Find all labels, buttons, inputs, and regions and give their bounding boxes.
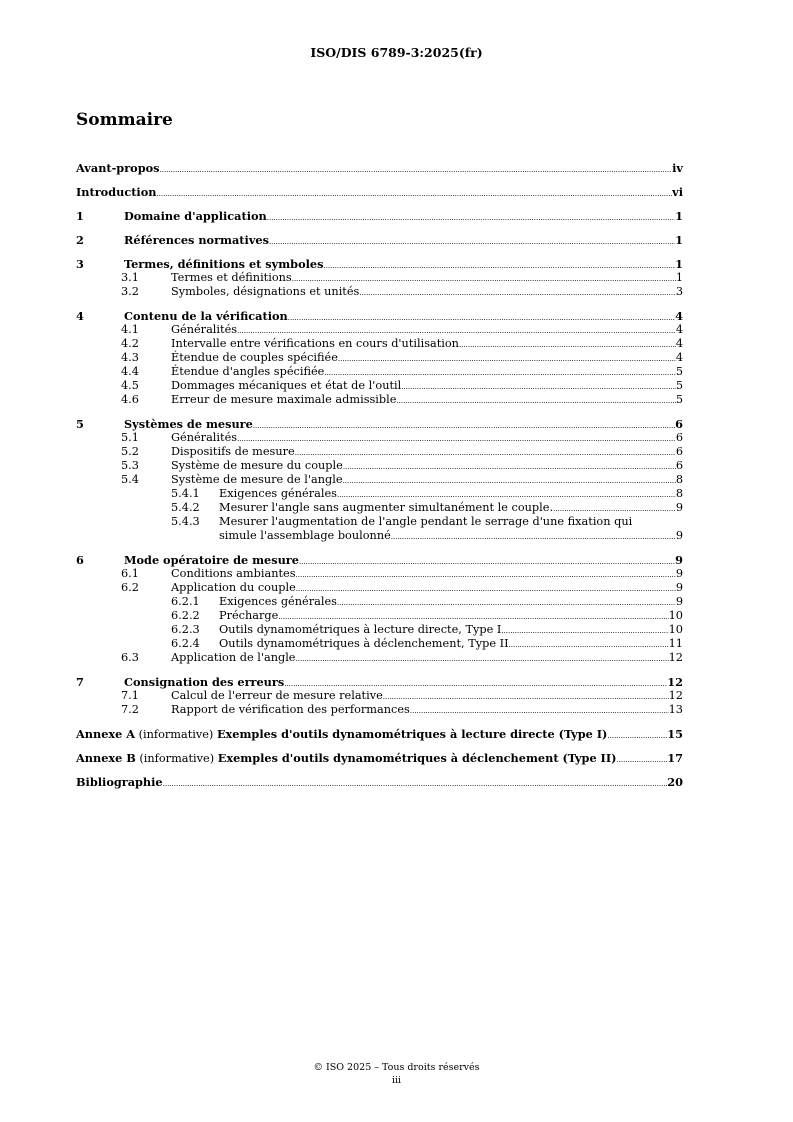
toc-entry[interactable] bbox=[76, 271, 683, 285]
toc-entry-page: 20 bbox=[667, 775, 683, 789]
annex-informative-tag: (informative) bbox=[135, 728, 217, 741]
toc-entry[interactable] bbox=[76, 473, 683, 487]
toc-entry-page: 11 bbox=[668, 637, 683, 650]
toc-entry-page: 4 bbox=[675, 351, 683, 364]
toc-entry-page: 1 bbox=[675, 257, 683, 271]
toc-entry-page: 9 bbox=[675, 595, 683, 608]
toc-entry-title: Exigences générales bbox=[219, 487, 337, 500]
toc-entry-page: 5 bbox=[675, 379, 683, 392]
toc-entry-page: 4 bbox=[675, 323, 683, 336]
copyright-notice: © ISO 2025 – Tous droits réservés bbox=[313, 1062, 480, 1073]
toc-entry-title: Précharge bbox=[219, 609, 279, 622]
toc-entry-title: Mode opératoire de mesure bbox=[124, 553, 299, 567]
toc-entry-number: 5.4.3 bbox=[171, 515, 200, 528]
toc-entry[interactable] bbox=[76, 365, 683, 379]
toc-entry-title: Exigences générales bbox=[219, 595, 337, 608]
toc-entry[interactable] bbox=[76, 379, 683, 393]
dot-leader bbox=[156, 185, 672, 201]
toc-entry-page: 6 bbox=[675, 459, 683, 472]
toc-entry[interactable] bbox=[76, 233, 683, 247]
toc-entry-page: 8 bbox=[675, 487, 683, 500]
dot-leader bbox=[607, 727, 667, 743]
toc-entry-page: 10 bbox=[668, 623, 683, 636]
toc-entry[interactable] bbox=[76, 501, 683, 515]
toc-entry-page: 12 bbox=[668, 689, 683, 702]
toc-entry-title bbox=[76, 751, 616, 766]
toc-entry-number: 2 bbox=[76, 233, 84, 247]
toc-entry-title: Généralités bbox=[171, 431, 238, 444]
toc-entry[interactable] bbox=[76, 703, 683, 717]
toc-entry-number: 4.6 bbox=[121, 393, 139, 406]
toc-entry-number: 6 bbox=[76, 553, 84, 567]
toc-entry-number: 5 bbox=[76, 417, 84, 431]
toc-entry-page: 15 bbox=[667, 727, 683, 741]
toc-entry[interactable] bbox=[76, 393, 683, 407]
toc-entry[interactable] bbox=[76, 651, 683, 665]
toc-entry-number: 3.1 bbox=[121, 271, 139, 284]
toc-entry-title: Systèmes de mesure bbox=[124, 417, 253, 431]
toc-entry-page: 9 bbox=[675, 581, 683, 594]
toc-entry-number: 6.2.2 bbox=[171, 609, 200, 622]
dot-leader bbox=[237, 323, 676, 338]
toc-entry-number: 7.2 bbox=[121, 703, 139, 716]
dot-leader bbox=[237, 431, 676, 446]
toc-entry-number: 3 bbox=[76, 257, 84, 271]
toc-entry[interactable] bbox=[76, 285, 683, 299]
toc-entry-number: 6.2.1 bbox=[171, 595, 200, 608]
toc-entry-page: 5 bbox=[675, 365, 683, 378]
toc-entry-number: 4.5 bbox=[121, 379, 139, 392]
toc-entry[interactable] bbox=[76, 689, 683, 703]
toc-entry[interactable] bbox=[76, 431, 683, 445]
annex-title: Exemples d'outils dynamométriques à déclenchement (Type II) bbox=[217, 751, 617, 765]
toc-entry-number: 7 bbox=[76, 675, 84, 689]
dot-leader bbox=[501, 623, 668, 638]
dot-leader bbox=[292, 271, 676, 286]
toc-entry-page: 17 bbox=[667, 751, 683, 765]
toc-entry[interactable] bbox=[76, 637, 683, 651]
toc-entry-title-continued: simule l'assemblage boulonné bbox=[219, 529, 391, 542]
toc-entry-page: 4 bbox=[675, 337, 683, 350]
toc-entry-page: 9 bbox=[675, 529, 683, 542]
toc-entry-title: Introduction bbox=[76, 185, 157, 199]
toc-entry-number: 4.4 bbox=[121, 365, 139, 378]
toc-entry-page: 6 bbox=[675, 445, 683, 458]
toc-entry-page: 1 bbox=[675, 271, 683, 284]
toc-entry-title: Conditions ambiantes bbox=[171, 567, 296, 580]
dot-leader bbox=[269, 233, 675, 249]
dot-leader bbox=[383, 689, 669, 704]
toc-entry[interactable] bbox=[76, 595, 683, 609]
toc-entry-title: Généralités bbox=[171, 323, 238, 336]
toc-entry-title: Termes, définitions et symboles bbox=[124, 257, 324, 271]
toc-entry[interactable] bbox=[76, 351, 683, 365]
dot-leader bbox=[459, 337, 676, 352]
toc-entry-title: Erreur de mesure maximale admissible bbox=[171, 393, 397, 406]
toc-entry-page: 9 bbox=[675, 553, 683, 567]
toc-entry-title: Bibliographie bbox=[76, 775, 163, 789]
page-number: iii bbox=[391, 1075, 402, 1086]
toc-entry-page: 3 bbox=[675, 285, 683, 298]
toc-entry[interactable] bbox=[76, 337, 683, 351]
toc-entry[interactable] bbox=[76, 445, 683, 459]
toc-entry-page: 6 bbox=[675, 431, 683, 444]
dot-leader bbox=[160, 161, 673, 177]
toc-entry-continuation[interactable] bbox=[76, 529, 683, 543]
toc-entry[interactable] bbox=[76, 257, 683, 271]
page-title: Sommaire bbox=[76, 110, 173, 130]
toc-entry-title: Dispositifs de mesure bbox=[171, 445, 295, 458]
toc-entry[interactable] bbox=[76, 309, 683, 323]
toc-entry-number: 4.2 bbox=[121, 337, 139, 350]
dot-leader bbox=[553, 501, 676, 516]
toc-entry-page: 4 bbox=[675, 309, 683, 323]
toc-entry-page: vi bbox=[672, 185, 683, 199]
toc-entry[interactable] bbox=[76, 161, 683, 175]
toc-entry-title: Système de mesure du couple bbox=[171, 459, 343, 472]
toc-entry[interactable] bbox=[76, 623, 683, 637]
dot-leader bbox=[343, 459, 676, 474]
toc-entry[interactable] bbox=[76, 487, 683, 501]
annex-title: Exemples d'outils dynamométriques à lecture directe (Type I) bbox=[216, 727, 608, 741]
toc-entry-page: 9 bbox=[675, 501, 683, 514]
toc-entry-number: 6.3 bbox=[121, 651, 139, 664]
toc-entry-number: 5.4 bbox=[121, 473, 139, 486]
toc-entry[interactable] bbox=[76, 567, 683, 581]
toc-entry[interactable] bbox=[76, 185, 683, 199]
toc-entry-page: 9 bbox=[675, 567, 683, 580]
toc-entry-page: 12 bbox=[667, 675, 683, 689]
toc-entry-number: 6.2.3 bbox=[171, 623, 200, 636]
toc-entry-page: 8 bbox=[675, 473, 683, 486]
toc-entry[interactable] bbox=[76, 751, 683, 765]
toc-entry-page: 1 bbox=[675, 233, 683, 247]
dot-leader bbox=[410, 703, 669, 718]
toc-entry-title: Rapport de vérification des performances bbox=[171, 703, 410, 716]
dot-leader bbox=[163, 775, 668, 791]
toc-entry-title: Calcul de l'erreur de mesure relative bbox=[171, 689, 383, 702]
toc-entry-number: 5.4.1 bbox=[171, 487, 200, 500]
document-header: ISO/DIS 6789-3:2025(fr) bbox=[310, 45, 483, 60]
toc-entry-number: 5.2 bbox=[121, 445, 139, 458]
dot-leader bbox=[343, 473, 676, 488]
toc-entry[interactable] bbox=[76, 581, 683, 595]
toc-entry-number: 6.2.4 bbox=[171, 637, 200, 650]
dot-leader bbox=[359, 285, 675, 300]
toc-entry-page: 12 bbox=[668, 651, 683, 664]
toc-entry-title: Références normatives bbox=[124, 233, 269, 247]
dot-leader bbox=[401, 379, 676, 394]
toc-entry-title: Termes et définitions bbox=[171, 271, 292, 284]
dot-leader bbox=[295, 445, 676, 460]
toc-entry-number: 6.1 bbox=[121, 567, 139, 580]
toc-entry-title: Consignation des erreurs bbox=[124, 675, 285, 689]
toc-entry-page: 6 bbox=[675, 417, 683, 431]
dot-leader bbox=[337, 487, 676, 502]
toc-entry-page: 10 bbox=[668, 609, 683, 622]
toc-entry-number: 3.2 bbox=[121, 285, 139, 298]
toc-entry-number: 7.1 bbox=[121, 689, 139, 702]
toc-entry-title: Étendue d'angles spécifiée bbox=[171, 365, 325, 378]
table-of-contents bbox=[76, 161, 683, 789]
toc-entry-page: 1 bbox=[675, 209, 683, 223]
dot-leader bbox=[296, 651, 669, 666]
toc-entry-title: Dommages mécaniques et état de l'outil bbox=[171, 379, 402, 392]
toc-entry[interactable] bbox=[76, 459, 683, 473]
dot-leader bbox=[337, 595, 676, 610]
toc-entry-number: 5.1 bbox=[121, 431, 139, 444]
toc-entry[interactable] bbox=[76, 417, 683, 431]
toc-entry-title: Étendue de couples spécifiée bbox=[171, 351, 338, 364]
dot-leader bbox=[267, 209, 675, 225]
dot-leader bbox=[509, 637, 669, 652]
toc-entry-title: Système de mesure de l'angle bbox=[171, 473, 343, 486]
toc-entry-title: Outils dynamométriques à lecture directe, Type I bbox=[219, 623, 502, 636]
toc-entry[interactable] bbox=[76, 323, 683, 337]
dot-leader bbox=[296, 567, 676, 582]
toc-entry-number: 4.3 bbox=[121, 351, 139, 364]
toc-entry[interactable] bbox=[76, 553, 683, 567]
dot-leader bbox=[391, 529, 676, 544]
toc-entry-title: Application du couple bbox=[171, 581, 296, 594]
toc-entry-page: 13 bbox=[668, 703, 683, 716]
toc-entry-title: Application de l'angle bbox=[171, 651, 296, 664]
dot-leader bbox=[296, 581, 676, 596]
toc-entry[interactable] bbox=[76, 209, 683, 223]
toc-entry-title: Mesurer l'angle sans augmenter simultanément le couple. bbox=[219, 501, 554, 514]
annex-label: Annexe A bbox=[76, 727, 135, 741]
dot-leader bbox=[616, 751, 667, 767]
toc-entry[interactable] bbox=[76, 515, 683, 529]
page-footer bbox=[0, 1061, 793, 1087]
toc-entry-title: Symboles, désignations et unités bbox=[171, 285, 360, 298]
toc-entry-number: 5.3 bbox=[121, 459, 139, 472]
toc-entry-number: 4 bbox=[76, 309, 84, 323]
toc-entry-title: Mesurer l'augmentation de l'angle pendant le serrage d'une fixation qui bbox=[219, 515, 633, 528]
toc-entry-title: Outils dynamométriques à déclenchement, Type II bbox=[219, 637, 509, 650]
toc-entry-number: 1 bbox=[76, 209, 84, 223]
toc-entry[interactable] bbox=[76, 727, 683, 741]
annex-label: Annexe B bbox=[76, 751, 136, 765]
toc-entry-title: Avant-propos bbox=[76, 161, 160, 175]
toc-entry-title bbox=[76, 727, 607, 742]
dot-leader bbox=[338, 351, 676, 366]
toc-entry-title: Intervalle entre vérifications en cours d'utilisation bbox=[171, 337, 459, 350]
toc-entry-number: 4.1 bbox=[121, 323, 139, 336]
toc-entry[interactable] bbox=[76, 609, 683, 623]
annex-informative-tag: (informative) bbox=[135, 752, 218, 765]
toc-entry-title: Contenu de la vérification bbox=[124, 309, 288, 323]
toc-entry-number: 5.4.2 bbox=[171, 501, 200, 514]
dot-leader bbox=[278, 609, 668, 624]
toc-entry-page: 5 bbox=[675, 393, 683, 406]
toc-entry[interactable] bbox=[76, 775, 683, 789]
toc-entry[interactable] bbox=[76, 675, 683, 689]
dot-leader bbox=[396, 393, 675, 408]
toc-entry-page: iv bbox=[672, 161, 683, 175]
dot-leader bbox=[324, 365, 675, 380]
toc-entry-title: Domaine d'application bbox=[124, 209, 267, 223]
toc-entry-number: 6.2 bbox=[121, 581, 139, 594]
